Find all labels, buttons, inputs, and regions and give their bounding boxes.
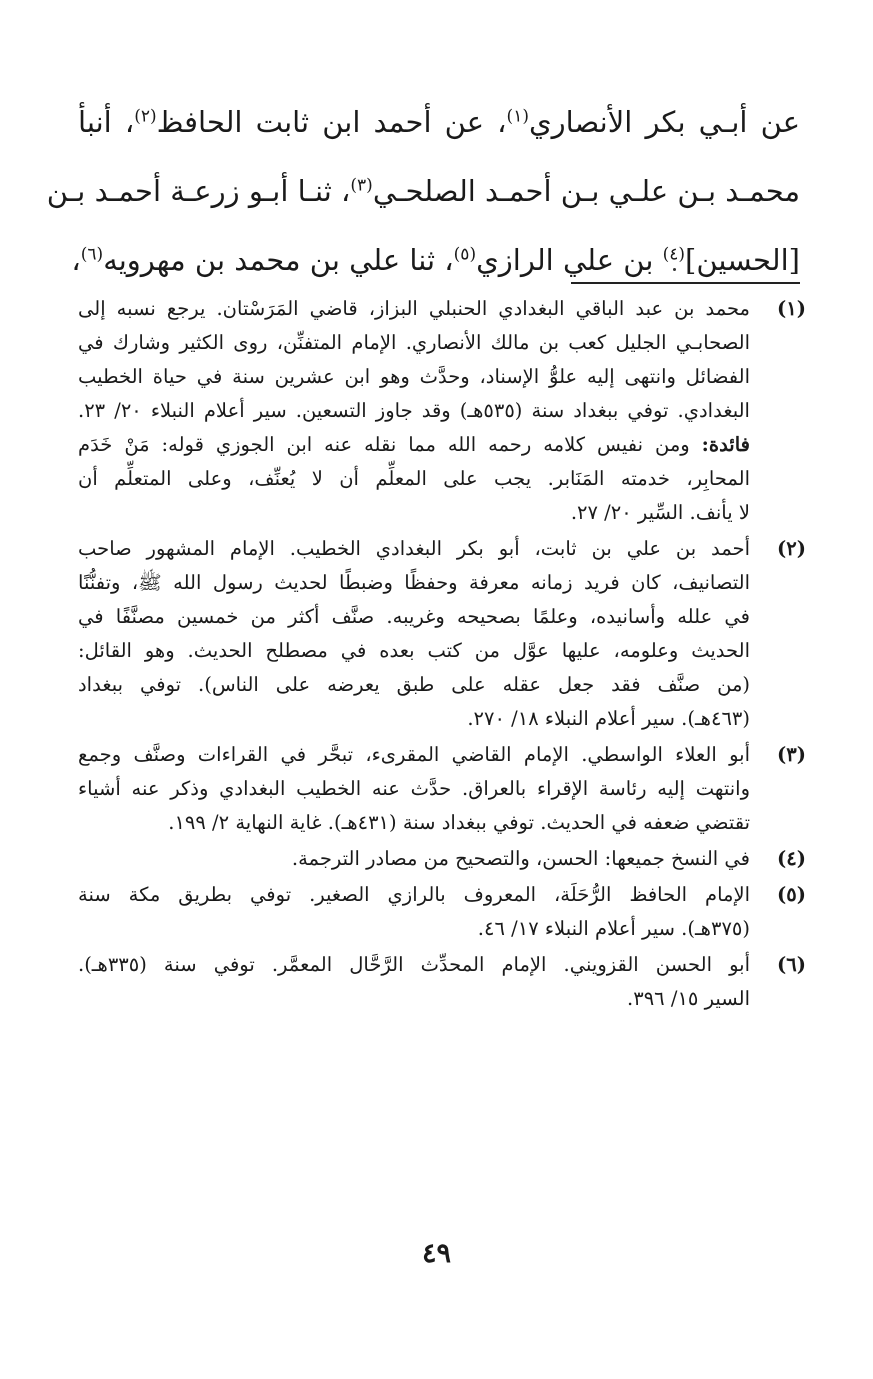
footnote-ref: (٦) bbox=[80, 244, 104, 265]
footnote-number: (٣) bbox=[777, 743, 806, 766]
main-text-segment: بن علي الرازي bbox=[476, 243, 663, 277]
footnote-line bbox=[78, 428, 750, 462]
footnote-line: لا يأنف. السِّير ٢٠/ ٢٧. bbox=[570, 501, 750, 524]
benefit-label: فائدة: bbox=[701, 433, 750, 456]
main-text-segment: ، عن أحمد ابن ثابت الحافظ bbox=[156, 105, 507, 139]
footnote-line: المحابِر، خدمته المَنَابر. يجب على المعلِّم أن لا يُعنِّف، وعلى المتعلِّم أن bbox=[78, 467, 750, 490]
footnote-line: الإمام الحافظ الرُّحَلَة، المعروف بالرازي الصغير. توفي بطريق مكة سنة bbox=[78, 883, 750, 906]
footnote-line: السير ١٥/ ٣٩٦. bbox=[627, 987, 750, 1010]
main-text-segment: ، ثنا علي بن محمد بن مهرويه bbox=[103, 243, 454, 277]
footnote-number: (٦) bbox=[777, 953, 806, 976]
footnote-line: أحمد بن علي بن ثابت، أبو بكر البغدادي الخطيب. الإمام المشهور صاحب bbox=[78, 537, 750, 560]
footnote-line: تقتضي ضعفه في الحديث. توفي ببغداد سنة (٤٣١هـ). غاية النهاية ٢/ ١٩٩. bbox=[168, 811, 750, 834]
footnote-line: الحديث وعلومه، عليها عوَّل من كتب بعده في مصطلح الحديث. وهو القائل: bbox=[78, 639, 750, 662]
main-text-segment: ، ثنـا أبـو زرعـة أحمـد بـن bbox=[46, 174, 351, 208]
footnote-number: (٥) bbox=[777, 883, 806, 906]
footnote-body bbox=[78, 842, 750, 876]
footnote-line: وانتهت إليه رئاسة الإقراء بالعراق. حدَّث عنه الخطيب البغدادي وذكر عنه أشياء bbox=[78, 777, 750, 800]
footnote-3 bbox=[78, 738, 806, 840]
main-line bbox=[71, 226, 800, 295]
footnote-line: أبو العلاء الواسطي. الإمام القاضي المقرىء، تبحَّر في القراءات وصنَّف وجمع bbox=[78, 743, 750, 766]
footnote-2 bbox=[78, 532, 806, 736]
page-number: ٤٩ bbox=[421, 1238, 451, 1269]
footnote-body bbox=[78, 878, 750, 946]
footnote-ref: (٤) bbox=[662, 244, 686, 265]
main-line bbox=[78, 88, 800, 157]
footnote-number: (٢) bbox=[777, 537, 806, 560]
footnote-line: البغدادي. توفي ببغداد سنة (٥٣٥هـ) وقد جاوز التسعين. سير أعلام النبلاء ٢٠/ ٢٣. bbox=[78, 399, 750, 422]
main-text-segment: [الحسين] bbox=[685, 243, 800, 277]
footnote-line: الفضائل وانتهى إليه علوُّ الإسناد، وحدَّث وهو ابن عشرين سنة في حياة الخطيب bbox=[78, 365, 750, 388]
footnote-number: (٤) bbox=[777, 847, 806, 870]
footnote-line: (٣٧٥هـ). سير أعلام النبلاء ١٧/ ٤٦. bbox=[477, 917, 750, 940]
footnote-line: في النسخ جميعها: الحسن، والتصحيح من مصادر الترجمة. bbox=[291, 847, 750, 870]
footnote-text: ومن نفيس كلامه رحمه الله مما نقله عنه ابن الجوزي قوله: مَنْ خَدَم bbox=[78, 433, 702, 456]
footnotes bbox=[78, 292, 806, 1018]
footnote-body bbox=[78, 292, 750, 530]
footnote-line: التصانيف، كان فريد زمانه معرفة وحفظًا وضبطًا لحديث رسول الله ﷺ، وتفنُّنًا bbox=[78, 571, 750, 594]
footnote-separator bbox=[571, 282, 800, 284]
main-text-segment: عن أبـي بكر الأنصاري bbox=[528, 105, 800, 139]
footnote-body bbox=[78, 532, 750, 736]
footnote-4 bbox=[78, 842, 806, 876]
footnote-1 bbox=[78, 292, 806, 530]
footnote-5 bbox=[78, 878, 806, 946]
footnote-6 bbox=[78, 948, 806, 1016]
decorative-dot bbox=[673, 268, 676, 271]
footnote-line: في علله وأسانيده، وعلمًا بصحيحه وغريبه. صنَّف أكثر من خمسين مصنَّفًا في bbox=[78, 605, 750, 628]
main-text bbox=[46, 88, 800, 295]
footnote-ref: (٣) bbox=[350, 175, 373, 196]
footnote-ref: (٥) bbox=[453, 244, 477, 265]
footnote-line: أبو الحسن القزويني. الإمام المحدِّث الرَّحَّال المعمَّر. توفي سنة (٣٣٥هـ). bbox=[78, 953, 750, 976]
main-text-segment: ، أنبأ bbox=[78, 105, 135, 139]
footnote-line: محمد بن عبد الباقي البغدادي الحنبلي البزاز، قاضي المَرَسْتان. يرجع نسبه إلى bbox=[78, 297, 750, 320]
main-text-segment: محمـد بـن علـي بـن أحمـد الصلحـي bbox=[372, 174, 800, 208]
footnote-number: (١) bbox=[777, 297, 806, 320]
footnote-line: (٤٦٣هـ). سير أعلام النبلاء ١٨/ ٢٧٠. bbox=[467, 707, 750, 730]
main-text-segment: ، bbox=[71, 243, 81, 277]
footnote-body bbox=[78, 948, 750, 1016]
footnote-body bbox=[78, 738, 750, 840]
footnote-line: (من صنَّف فقد جعل عقله على طبق يعرضه على الناس). توفي ببغداد bbox=[78, 673, 750, 696]
footnote-ref: (٢) bbox=[134, 106, 157, 127]
footnote-line: الصحابـي الجليل كعب بن مالك الأنصاري. الإمام المتفنِّن، روى الكثير وشارك في bbox=[78, 331, 750, 354]
main-line bbox=[46, 157, 800, 226]
footnote-ref: (١) bbox=[506, 106, 529, 127]
